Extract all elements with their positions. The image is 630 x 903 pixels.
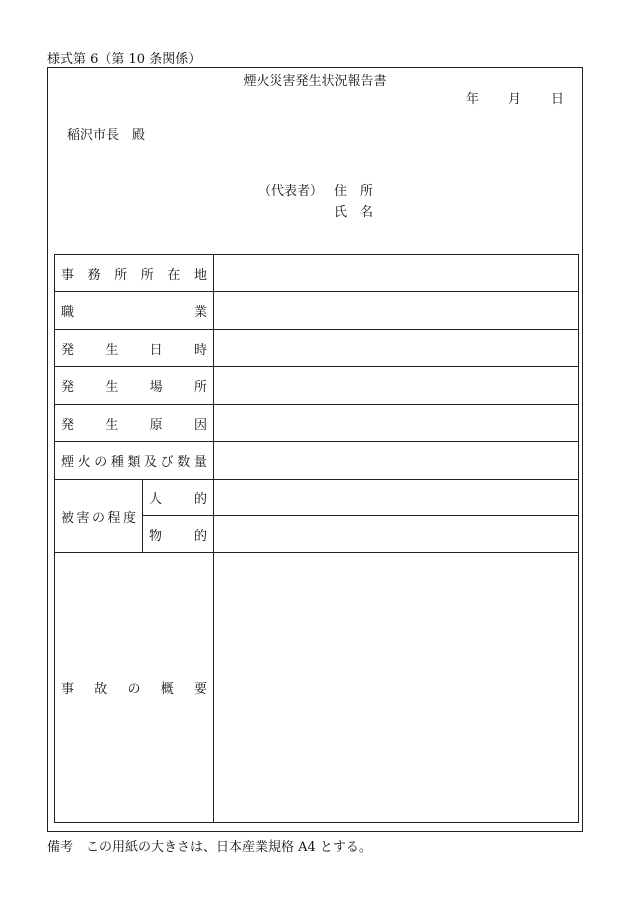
damage-char: 度 xyxy=(122,510,136,526)
place-field[interactable] xyxy=(214,367,579,405)
damage-property-char: 物 xyxy=(149,528,163,544)
cause-field[interactable] xyxy=(214,405,579,442)
damage-property-field[interactable] xyxy=(214,516,579,553)
date-day-label: 日 xyxy=(551,92,565,107)
addressee: 稲沢市長 殿 xyxy=(67,128,146,143)
damage-char: の xyxy=(91,510,105,526)
datetime-field[interactable] xyxy=(214,330,579,367)
table-row xyxy=(55,255,579,292)
cause-text xyxy=(61,414,207,433)
damage-label xyxy=(55,480,143,553)
cause-char: 因 xyxy=(193,417,207,433)
place-text xyxy=(61,376,207,395)
occupation-label xyxy=(55,292,214,330)
table-row xyxy=(55,553,579,823)
datetime-label xyxy=(55,330,214,367)
damage-human-text xyxy=(149,488,207,507)
fireworks-char: 類 xyxy=(127,455,141,470)
cause-char: 発 xyxy=(61,417,75,433)
damage-property-char: 的 xyxy=(193,528,207,544)
document-title: 煙火災害発生状況報告書 xyxy=(243,74,387,89)
datetime-char: 時 xyxy=(193,342,207,358)
date-month-label: 月 xyxy=(508,92,522,107)
damage-text xyxy=(61,507,136,526)
fireworks-char: 及 xyxy=(144,455,158,470)
summary-char: 故 xyxy=(94,682,108,697)
summary-char: 要 xyxy=(193,682,207,697)
cause-char: 生 xyxy=(105,417,119,433)
table-row xyxy=(55,330,579,367)
datetime-char: 日 xyxy=(149,342,163,358)
summary-field[interactable] xyxy=(214,553,579,823)
place-label xyxy=(55,367,214,405)
summary-text xyxy=(61,678,207,697)
office-location-char: 地 xyxy=(193,267,207,283)
table-row xyxy=(55,442,579,480)
date-year-label: 年 xyxy=(466,92,480,107)
table-row xyxy=(55,480,579,516)
occupation-field[interactable] xyxy=(214,292,579,330)
fireworks-char: 数 xyxy=(177,455,191,470)
summary-char: 事 xyxy=(61,682,75,697)
form-number-note: 様式第 6（第 10 条関係） xyxy=(47,52,202,67)
office-location-char: 務 xyxy=(87,267,101,283)
damage-property-label xyxy=(143,516,214,553)
office-location-char: 在 xyxy=(167,267,181,283)
office-location-char: 所 xyxy=(140,267,154,283)
fireworks-char: 種 xyxy=(110,455,124,470)
representative-label: （代表者） xyxy=(258,184,324,199)
fireworks-char: び xyxy=(160,455,174,470)
damage-human-char: 的 xyxy=(193,492,207,507)
fireworks-char: の xyxy=(94,455,108,470)
occupation-char: 職 xyxy=(61,305,75,320)
report-table xyxy=(54,254,579,823)
fireworks-text xyxy=(61,451,207,470)
summary-label xyxy=(55,553,214,823)
damage-char: 被 xyxy=(61,510,75,526)
fireworks-char: 煙 xyxy=(61,455,75,470)
damage-human-field[interactable] xyxy=(214,480,579,516)
datetime-char: 生 xyxy=(105,342,119,358)
cause-char: 原 xyxy=(149,417,163,433)
fireworks-char: 火 xyxy=(77,455,91,470)
summary-char: の xyxy=(127,682,141,697)
office-location-char: 所 xyxy=(114,267,128,283)
damage-char: 程 xyxy=(107,510,121,526)
damage-human-char: 人 xyxy=(149,492,163,507)
address-label: 住 所 xyxy=(334,184,374,199)
office-location-label xyxy=(55,255,214,292)
office-location-field[interactable] xyxy=(214,255,579,292)
place-char: 発 xyxy=(61,380,75,395)
office-location-text xyxy=(61,264,207,283)
table-row xyxy=(55,292,579,330)
damage-human-label xyxy=(143,480,214,516)
datetime-text xyxy=(61,339,207,358)
fireworks-char: 量 xyxy=(193,455,207,470)
occupation-text xyxy=(61,301,207,320)
fireworks-label xyxy=(55,442,214,480)
footnote: 備考 この用紙の大きさは、日本産業規格 A4 とする。 xyxy=(47,840,372,855)
damage-property-text xyxy=(149,525,207,544)
occupation-char: 業 xyxy=(193,305,207,320)
place-char: 生 xyxy=(105,380,119,395)
fireworks-field[interactable] xyxy=(214,442,579,480)
cause-label xyxy=(55,405,214,442)
summary-char: 概 xyxy=(160,682,174,697)
name-label: 氏 名 xyxy=(334,205,374,220)
office-location-char: 事 xyxy=(61,267,75,283)
place-char: 場 xyxy=(149,380,163,395)
table-row xyxy=(55,367,579,405)
place-char: 所 xyxy=(193,380,207,395)
table-row xyxy=(55,405,579,442)
datetime-char: 発 xyxy=(61,342,75,358)
damage-char: 害 xyxy=(76,510,90,526)
